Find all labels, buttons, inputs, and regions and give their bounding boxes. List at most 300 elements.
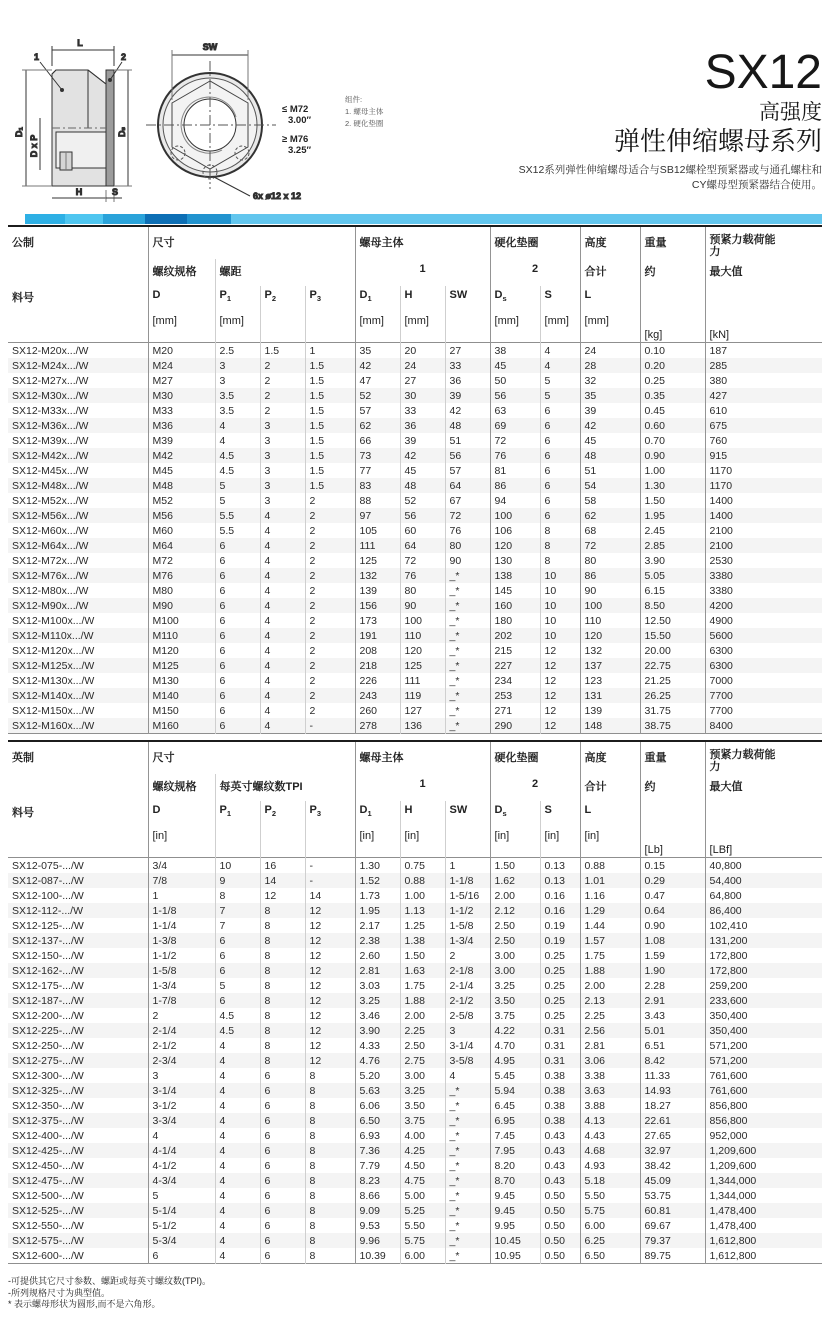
value-cell: 56 [445,448,490,463]
value-cell: 271 [490,703,540,718]
column-symbol: $D_s$ [494,804,507,819]
height-group-header: 高度 [580,226,640,259]
table-row [8,628,822,643]
value-cell: 60 [400,523,445,538]
value-cell: 2.50 [490,918,540,933]
brand-bar-segment [65,214,103,224]
value-cell: 6.93 [355,1128,400,1143]
value-cell: 8 [260,993,305,1008]
value-cell: 10 [540,568,580,583]
value-cell: 952,000 [705,1128,822,1143]
value-cell: 2.38 [355,933,400,948]
column-header [490,286,540,343]
value-cell: 233,600 [705,993,822,1008]
table-row [8,673,822,688]
value-cell: 6300 [705,643,822,658]
value-cell: 571,200 [705,1053,822,1068]
column-header [400,801,445,858]
weight-sub-header: 约 [640,259,705,286]
table-row [8,523,822,538]
value-cell: M52 [148,493,215,508]
thread-large-inches: 3.25″ [288,145,312,156]
value-cell: 8 [305,1083,355,1098]
value-cell: 0.90 [640,448,705,463]
value-cell: 172,800 [705,963,822,978]
value-cell: 106 [490,523,540,538]
washer-group-header: 硬化垫圈 [490,226,580,259]
value-cell: 2 [305,493,355,508]
washer-section [106,70,114,186]
value-cell: 6.00 [580,1218,640,1233]
value-cell: 3 [445,1023,490,1038]
part-number-cell: SX12-M90x.../W [12,599,89,612]
value-cell: 2-1/2 [148,1038,215,1053]
value-cell: 1,478,400 [705,1218,822,1233]
value-cell: 12 [305,1038,355,1053]
value-cell: 48 [580,448,640,463]
column-header [640,286,705,343]
value-cell: 187 [705,343,822,359]
part-number-cell: SX12-M36x.../W [12,419,89,432]
table-row [8,903,822,918]
value-cell: 156 [355,598,400,613]
column-symbol [710,289,819,303]
value-cell: 9 [215,873,260,888]
part-number-cell: SX12-150-.../W [12,949,84,962]
value-cell: 761,600 [705,1083,822,1098]
value-cell: 234 [490,673,540,688]
value-cell: 2-3/4 [148,1053,215,1068]
table-row [8,1098,822,1113]
value-cell: 86 [490,478,540,493]
value-cell: 53.75 [640,1188,705,1203]
footnote-2: -所列规格尺寸为典型值。 [8,1287,110,1298]
value-cell: M160 [148,718,215,734]
value-cell: 4 [215,418,260,433]
table-row [8,658,822,673]
value-cell: 4.5 [215,463,260,478]
column-unit: [mm] [494,315,519,327]
table-row [8,1158,822,1173]
value-cell: 100 [580,598,640,613]
table-row [8,583,822,598]
value-cell: 3380 [705,583,822,598]
nut-body-number: 1 [355,774,490,801]
value-cell: 2.45 [640,523,705,538]
value-cell: 6 [215,963,260,978]
value-cell: 3-5/8 [445,1053,490,1068]
column-symbol: D [152,289,161,301]
value-cell: 6 [260,1068,305,1083]
value-cell: 32.97 [640,1143,705,1158]
value-cell: 10.39 [355,1248,400,1264]
value-cell: 3.5 [215,403,260,418]
part-number-cell: SX12-162-.../W [12,964,84,977]
value-cell: _* [445,688,490,703]
value-cell: 42 [445,403,490,418]
value-cell: 1.59 [640,948,705,963]
value-cell: 4 [260,523,305,538]
value-cell: 4 [215,1098,260,1113]
value-cell: 52 [355,388,400,403]
column-symbol [710,804,819,818]
value-cell: 4 [260,718,305,734]
value-cell: 1.90 [640,963,705,978]
value-cell: 8 [305,1113,355,1128]
front-view-drawing [146,42,301,201]
table-row [8,1113,822,1128]
value-cell: 8 [260,1038,305,1053]
value-cell: 2.17 [355,918,400,933]
value-cell: 2 [305,568,355,583]
imperial-table [8,740,822,1264]
value-cell: 8 [260,1008,305,1023]
value-cell: 0.50 [540,1248,580,1264]
part-number-cell: SX12-075-.../W [12,859,84,872]
table-row [8,718,822,734]
value-cell: 76 [445,523,490,538]
value-cell: 97 [355,508,400,523]
value-cell: 4.25 [400,1143,445,1158]
column-symbol: $P_1$ [219,289,232,304]
value-cell: 8 [305,1218,355,1233]
value-cell: 571,200 [705,1038,822,1053]
value-cell: 4 [215,1233,260,1248]
preload-group-header [705,226,822,259]
value-cell: 90 [580,583,640,598]
part-number-cell: SX12-137-.../W [12,934,84,947]
column-unit: [in] [359,830,375,842]
value-cell: 51 [445,433,490,448]
value-cell: 110 [400,628,445,643]
value-cell: M90 [148,598,215,613]
value-cell: 1,209,600 [705,1158,822,1173]
value-cell: 36 [400,418,445,433]
value-cell: 0.38 [540,1068,580,1083]
value-cell: 42 [400,448,445,463]
component-legend [345,94,384,128]
value-cell: 5.5 [215,508,260,523]
value-cell: 1.25 [400,918,445,933]
column-header [580,286,640,343]
brand-bar-segment [145,214,187,224]
value-cell: 290 [490,718,540,734]
value-cell: 79.37 [640,1233,705,1248]
table-row [8,343,822,359]
brand-bar-segment [103,214,145,224]
value-cell: 14 [305,888,355,903]
value-cell: 2.5 [215,343,260,359]
value-cell: 72 [400,553,445,568]
value-cell: 1.44 [580,918,640,933]
value-cell: 1,209,600 [705,1143,822,1158]
table-row [8,598,822,613]
value-cell: 2-1/4 [445,978,490,993]
part-number-cell: SX12-M110x.../W [12,629,94,642]
dim-label-h: H [75,187,83,197]
table-row [8,1083,822,1098]
value-cell: 14 [260,873,305,888]
value-cell: 1.57 [580,933,640,948]
value-cell: 24 [580,343,640,359]
value-cell: 3-3/4 [148,1113,215,1128]
value-cell: 10 [540,613,580,628]
value-cell: M48 [148,478,215,493]
value-cell: 3-1/4 [445,1038,490,1053]
value-cell: M72 [148,553,215,568]
value-cell: M36 [148,418,215,433]
value-cell: 3.43 [640,1008,705,1023]
value-cell: 21.25 [640,673,705,688]
value-cell: 1,344,000 [705,1188,822,1203]
value-cell: 32 [580,373,640,388]
value-cell: 6.25 [580,1233,640,1248]
value-cell: - [305,873,355,888]
value-cell: 77 [355,463,400,478]
thread-range-notes [282,104,311,156]
value-cell: 127 [400,703,445,718]
value-cell: 0.38 [540,1098,580,1113]
value-cell: 6 [540,433,580,448]
value-cell: 1.52 [355,873,400,888]
value-cell: 6 [260,1203,305,1218]
column-symbol: H [404,804,413,816]
value-cell: 3 [215,373,260,388]
value-cell: 1.88 [580,963,640,978]
thread-spec-header: 螺纹规格 [148,774,215,801]
value-cell: 4900 [705,613,822,628]
table-row [8,978,822,993]
value-cell: 136 [400,718,445,734]
value-cell: 7.79 [355,1158,400,1173]
table-row [8,1128,822,1143]
value-cell: 350,400 [705,1008,822,1023]
value-cell: 123 [580,673,640,688]
value-cell: 10.95 [490,1248,540,1264]
value-cell: 88 [355,493,400,508]
value-cell: 20.00 [640,643,705,658]
metric-table [8,225,822,734]
value-cell: 56 [400,508,445,523]
value-cell: 2.00 [490,888,540,903]
value-cell: 6 [215,598,260,613]
value-cell: 45 [580,433,640,448]
value-cell: 8 [305,1098,355,1113]
value-cell: 1400 [705,508,822,523]
series-description [422,163,822,193]
value-cell: 120 [580,628,640,643]
value-cell: 8 [305,1188,355,1203]
value-cell: 148 [580,718,640,734]
washer-number: 2 [490,259,580,286]
preload-sub-header: 最大值 [705,259,822,286]
value-cell: 64 [445,478,490,493]
value-cell: 6 [215,673,260,688]
value-cell: 173 [355,613,400,628]
value-cell: 3.88 [580,1098,640,1113]
value-cell: 0.13 [540,858,580,874]
value-cell: 8.23 [355,1173,400,1188]
value-cell: 4 [260,583,305,598]
dim-label-dxp: D x P [29,134,39,158]
dim-label-l: L [77,38,83,48]
column-header [260,801,305,858]
value-cell: 2-1/4 [148,1023,215,1038]
weight-sub-header: 约 [640,774,705,801]
value-cell: 4-1/2 [148,1158,215,1173]
value-cell: 12 [305,978,355,993]
table-row [8,703,822,718]
part-number-cell: SX12-M27x.../W [12,374,89,387]
value-cell: 5.45 [490,1068,540,1083]
part-number-cell: SX12-M20x.../W [12,344,89,357]
value-cell: 4 [260,538,305,553]
value-cell: 14.93 [640,1083,705,1098]
part-number-cell: SX12-575-.../W [12,1234,84,1247]
value-cell: 2 [260,373,305,388]
value-cell: 1.88 [400,993,445,1008]
value-cell: 1.50 [490,858,540,874]
value-cell: 8.42 [640,1053,705,1068]
column-unit: [LBf] [709,844,733,856]
value-cell: 1.30 [640,478,705,493]
value-cell: 8 [260,963,305,978]
value-cell: 12 [305,1008,355,1023]
table-row [8,493,822,508]
value-cell: 6 [215,688,260,703]
table-header [8,226,822,343]
value-cell: 6.95 [490,1113,540,1128]
value-cell: 45.09 [640,1173,705,1188]
value-cell: 8 [305,1203,355,1218]
value-cell: 2 [305,538,355,553]
value-cell: 64 [400,538,445,553]
washer-number: 2 [490,774,580,801]
value-cell: 42 [355,358,400,373]
value-cell: 227 [490,658,540,673]
value-cell: _* [445,1173,490,1188]
value-cell: 0.25 [540,993,580,1008]
brand-bar [8,214,822,224]
table-row [8,1248,822,1264]
value-cell: 68 [580,523,640,538]
column-unit: [kN] [709,329,730,341]
column-symbol: $P_1$ [219,804,232,819]
value-cell: 2.81 [355,963,400,978]
value-cell: 0.50 [540,1233,580,1248]
value-cell: M39 [148,433,215,448]
value-cell: 0.38 [540,1113,580,1128]
value-cell: 120 [490,538,540,553]
value-cell: 4 [445,1068,490,1083]
value-cell: 42 [580,418,640,433]
value-cell: 1,478,400 [705,1203,822,1218]
value-cell: 2 [305,703,355,718]
value-cell: 7700 [705,688,822,703]
dim-label-s: S [112,187,119,197]
table-row [8,358,822,373]
column-symbol [645,804,701,818]
value-cell: 0.25 [540,978,580,993]
value-cell: 38 [490,343,540,359]
value-cell: 3-1/2 [148,1098,215,1113]
value-cell: 3.25 [400,1083,445,1098]
value-cell: M30 [148,388,215,403]
value-cell: 7 [215,903,260,918]
value-cell: 27 [445,343,490,359]
value-cell: 5.5 [215,523,260,538]
value-cell: 4 [260,508,305,523]
value-cell: 1.75 [400,978,445,993]
table-row [8,948,822,963]
table-row [8,613,822,628]
value-cell: 0.64 [640,903,705,918]
value-cell: 40,800 [705,858,822,874]
value-cell: 69 [490,418,540,433]
preload-group-label: 预紧力载荷能力 [709,234,776,258]
value-cell: 0.43 [540,1158,580,1173]
value-cell: 8 [260,948,305,963]
thread-small-inches: 3.00″ [288,115,312,126]
column-unit: [mm] [404,315,429,327]
value-cell: 9.45 [490,1203,540,1218]
table-row [8,373,822,388]
value-cell: 2.12 [490,903,540,918]
value-cell: 7.36 [355,1143,400,1158]
part-number-cell: SX12-375-.../W [12,1114,84,1127]
value-cell: 2.81 [580,1038,640,1053]
value-cell: 0.19 [540,918,580,933]
part-number-cell: SX12-500-.../W [12,1189,84,1202]
value-cell: 4 [215,1203,260,1218]
value-cell: 1.5 [305,388,355,403]
value-cell: 2-5/8 [445,1008,490,1023]
technical-drawing [0,0,420,215]
column-header [215,286,260,343]
value-cell: 33 [445,358,490,373]
value-cell: 4 [260,643,305,658]
part-number-cell: SX12-M76x.../W [12,569,89,582]
value-cell: 4 [215,1113,260,1128]
marker-1: 1 [34,52,40,62]
value-cell: M120 [148,643,215,658]
table-row [8,1188,822,1203]
column-symbol: SW [449,804,468,816]
part-number-cell: SX12-M52x.../W [12,494,89,507]
value-cell: 12 [305,993,355,1008]
value-cell: 5.05 [640,568,705,583]
value-cell: 3.75 [400,1113,445,1128]
thread-large-label: ≥ M76 [282,134,309,145]
table-row [8,688,822,703]
value-cell: 47 [355,373,400,388]
value-cell: 4.5 [215,1008,260,1023]
value-cell: 1.30 [355,858,400,874]
table-row [8,1173,822,1188]
column-header [400,286,445,343]
value-cell: 160 [490,598,540,613]
value-cell: 8 [260,933,305,948]
value-cell: 1-3/4 [445,933,490,948]
value-cell: _* [445,628,490,643]
part-number-cell: SX12-350-.../W [12,1099,84,1112]
value-cell: 1.5 [305,448,355,463]
value-cell: 6 [215,553,260,568]
value-cell: 2.13 [580,993,640,1008]
column-symbol: $P_3$ [309,289,322,304]
brand-bar-segment [25,214,65,224]
value-cell: M100 [148,613,215,628]
